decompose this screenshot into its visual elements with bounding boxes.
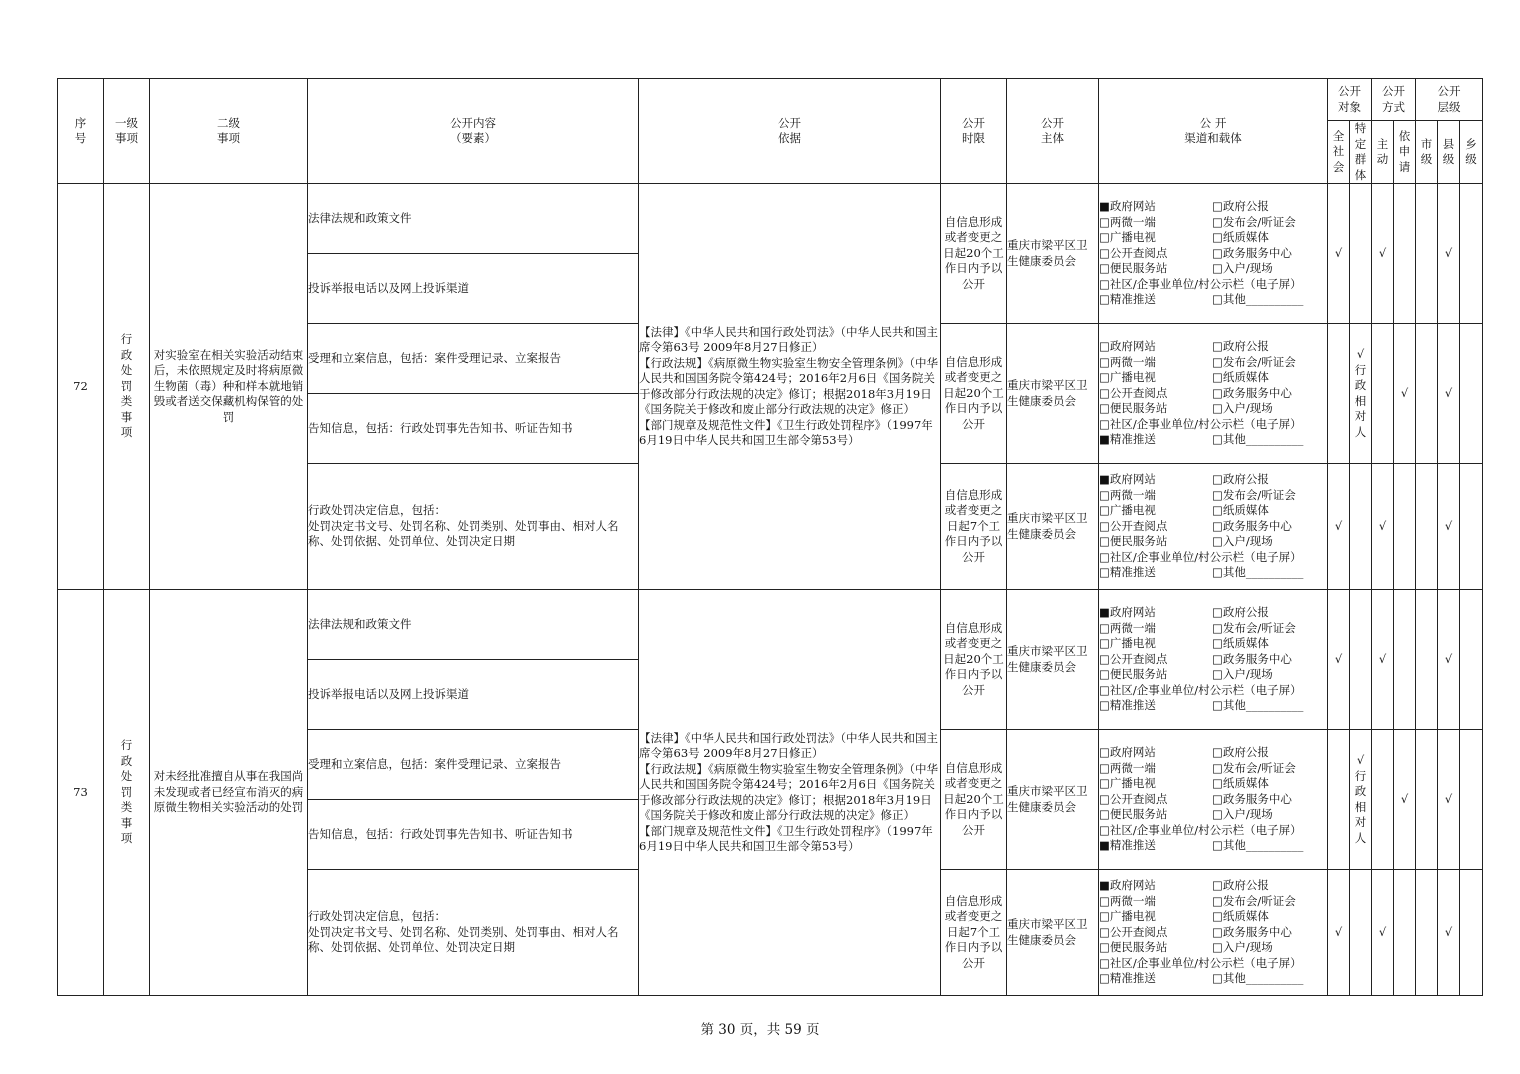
page-number: 第 30 页，共 59 页 (700, 1022, 820, 1038)
channel-option: □其他__________ (1212, 838, 1304, 853)
channel-option: □入户/现场 (1212, 667, 1273, 682)
channel-option: □政府公报 (1212, 472, 1269, 487)
channel-option: □公开查阅点 (1099, 385, 1168, 400)
mark-level-town (1460, 870, 1483, 996)
channel-option: □公开查阅点 (1099, 791, 1168, 806)
content-item: 告知信息，包括：行政处罚事先告知书、听证告知书 (308, 800, 639, 870)
vertical-text: 乡 级 (1465, 136, 1477, 166)
channel-option: □两微一端 (1099, 487, 1156, 502)
channel-option: □其他__________ (1212, 432, 1304, 447)
channel-option: □纸质媒体 (1212, 230, 1269, 245)
time-limit: 自信息形成或者变更之日起20个工作日内予以公开 (941, 590, 1007, 730)
channel-option: □入户/现场 (1212, 534, 1273, 549)
disclosure-subject: 重庆市梁平区卫生健康委员会 (1007, 324, 1099, 464)
channel-option: □广播电视 (1099, 909, 1156, 924)
channel-option: □便民服务站 (1099, 807, 1168, 822)
channel-option: □政务服务中心 (1212, 385, 1292, 400)
channel-option: □政务服务中心 (1212, 518, 1292, 533)
time-limit: 自信息形成或者变更之日起7个工作日内予以公开 (941, 464, 1007, 590)
disclosure-subject: 重庆市梁平区卫生健康委员会 (1007, 184, 1099, 324)
channel-option: □纸质媒体 (1212, 636, 1269, 651)
mark-method-apply (1394, 184, 1416, 324)
disclosure-subject: 重庆市梁平区卫生健康委员会 (1007, 730, 1099, 870)
channel-option: □公开查阅点 (1099, 651, 1168, 666)
header-level1: 一级 事项 (104, 79, 150, 184)
mark-level-county: √ (1438, 464, 1460, 590)
mark-method-apply (1394, 464, 1416, 590)
header-seq (58, 79, 104, 184)
channel-option: □纸质媒体 (1212, 776, 1269, 791)
vertical-text: 主 动 (1376, 136, 1389, 166)
channel-option: □其他__________ (1212, 292, 1304, 307)
header-target-all (1328, 121, 1350, 184)
channel-option: □政府公报 (1212, 199, 1269, 214)
channel-option: □便民服务站 (1099, 401, 1168, 416)
channel-list (1099, 464, 1328, 590)
mark-level-town (1460, 730, 1483, 870)
mark-level-county: √ (1438, 870, 1460, 996)
time-limit: 自信息形成或者变更之日起7个工作日内予以公开 (941, 870, 1007, 996)
mark-level-county: √ (1438, 730, 1460, 870)
mark-target-group (1350, 730, 1372, 870)
channel-option: □入户/现场 (1212, 940, 1273, 955)
channel-option: □广播电视 (1099, 776, 1156, 791)
header-method: 公开 方式 (1372, 79, 1416, 121)
mark-method-active: √ (1372, 590, 1394, 730)
channel-option: □入户/现场 (1212, 261, 1273, 276)
vertical-text: √ 行 政 相 对 人 (1354, 347, 1367, 439)
channel-option: □公开查阅点 (1099, 924, 1168, 939)
channel-option: □政府网站 (1099, 745, 1156, 760)
content-item: 受理和立案信息，包括：案件受理记录、立案报告 (308, 324, 639, 394)
channel-option: □其他__________ (1212, 565, 1304, 580)
header-level-city (1416, 121, 1438, 184)
vertical-text: 市 级 (1420, 136, 1433, 166)
section-level2: 对未经批准擅自从事在我国尚未发现或者已经宣布消灭的病原微生物相关实验活动的处罚 (150, 590, 308, 996)
channel-option: □精准推送 (1099, 292, 1156, 307)
mark-target-all (1328, 324, 1350, 464)
mark-level-county: √ (1438, 324, 1460, 464)
content-item: 投诉举报电话以及网上投诉渠道 (308, 660, 639, 730)
header-level-town (1460, 121, 1483, 184)
channel-list (1099, 870, 1328, 996)
content-item: 法律法规和政策文件 (308, 184, 639, 254)
header-method-active (1372, 121, 1394, 184)
channel-option: □社区/企事业单位/村公示栏（电子屏） (1099, 682, 1302, 697)
channel-option: □入户/现场 (1212, 807, 1273, 822)
channel-option: □广播电视 (1099, 230, 1156, 245)
channel-option: □两微一端 (1099, 620, 1156, 635)
disclosure-table (57, 78, 1483, 996)
channel-option: □精准推送 (1099, 698, 1156, 713)
mark-level-county: √ (1438, 590, 1460, 730)
channel-option: □两微一端 (1099, 354, 1156, 369)
vertical-text: 行 政 处 罚 类 事 项 (120, 738, 133, 846)
vertical-text: 依 申 请 (1398, 128, 1411, 174)
mark-level-city (1416, 184, 1438, 324)
mark-level-city (1416, 730, 1438, 870)
content-item: 行政处罚决定信息，包括： 处罚决定书文号、处罚名称、处罚类别、处罚事由、相对人名称、处罚依据、处罚单位、处罚决定日期 (308, 464, 639, 590)
time-limit: 自信息形成或者变更之日起20个工作日内予以公开 (941, 324, 1007, 464)
channel-list (1099, 730, 1328, 870)
channel-option: □公开查阅点 (1099, 245, 1168, 260)
header-content: 公开内容 （要素） (308, 79, 639, 184)
channel-option: □两微一端 (1099, 760, 1156, 775)
channel-option: □社区/企事业单位/村公示栏（电子屏） (1099, 276, 1302, 291)
channel-option: □政府公报 (1212, 878, 1269, 893)
vertical-text: 行 政 处 罚 类 事 项 (120, 332, 133, 440)
channel-option: □便民服务站 (1099, 940, 1168, 955)
mark-method-active: √ (1372, 184, 1394, 324)
channel-option: ■精准推送 (1099, 838, 1156, 853)
channel-option: □入户/现场 (1212, 401, 1273, 416)
section-level2: 对实验室在相关实验活动结束后，未依照规定及时将病原微生物菌（毒）种和样本就地销毁或者送交保藏机构保管的处罚 (150, 184, 308, 590)
channel-option: ■政府网站 (1099, 472, 1156, 487)
channel-option: □纸质媒体 (1212, 370, 1269, 385)
channel-list (1099, 324, 1328, 464)
channel-option: □便民服务站 (1099, 534, 1168, 549)
header-level-county (1438, 121, 1460, 184)
mark-target-all (1328, 730, 1350, 870)
content-item: 投诉举报电话以及网上投诉渠道 (308, 254, 639, 324)
vertical-text: 特 定 群 体 (1354, 121, 1367, 182)
channel-option: □政务服务中心 (1212, 245, 1292, 260)
channel-option: ■政府网站 (1099, 605, 1156, 620)
channel-list (1099, 590, 1328, 730)
header-channel: 公 开 渠道和载体 (1099, 79, 1328, 184)
channel-list (1099, 184, 1328, 324)
mark-target-all: √ (1328, 590, 1350, 730)
channel-option: □发布会/听证会 (1212, 214, 1296, 229)
header-basis: 公开 依据 (639, 79, 941, 184)
channel-option: ■政府网站 (1099, 878, 1156, 893)
channel-option: ■政府网站 (1099, 199, 1156, 214)
content-item: 告知信息，包括：行政处罚事先告知书、听证告知书 (308, 394, 639, 464)
header-time-limit: 公开 时限 (941, 79, 1007, 184)
section-basis: 【法律】《中华人民共和国行政处罚法》（中华人民共和国主席令第63号 2009年8月27日修正） 【行政法规】《病原微生物实验室生物安全管理条例》（中华人民共和国国务院令第424号；2016年2月6日《国务院关于修改部分行政法规的决定》修订；根据2018年3月19日《国务院关于修改和废止部分行政法规的决定》修正） 【部门规章及规范性文件】《卫生行政处罚程序》（1997年6月19日中华人民共和国卫生部令第53号） (639, 184, 941, 590)
section-seq: 73 (58, 590, 104, 996)
mark-method-active (1372, 324, 1394, 464)
channel-option: □社区/企事业单位/村公示栏（电子屏） (1099, 822, 1302, 837)
mark-target-group (1350, 324, 1372, 464)
channel-option: □政府公报 (1212, 339, 1269, 354)
mark-level-town (1460, 590, 1483, 730)
header-level: 公开 层级 (1416, 79, 1483, 121)
channel-option: □便民服务站 (1099, 667, 1168, 682)
header-target-group (1350, 121, 1372, 184)
channel-option: □精准推送 (1099, 971, 1156, 986)
channel-option: □其他__________ (1212, 698, 1304, 713)
mark-level-town (1460, 324, 1483, 464)
channel-option: □政府网站 (1099, 339, 1156, 354)
channel-option: □精准推送 (1099, 565, 1156, 580)
mark-target-all: √ (1328, 870, 1350, 996)
channel-option: □政务服务中心 (1212, 924, 1292, 939)
channel-option: □纸质媒体 (1212, 909, 1269, 924)
vertical-text: 县 级 (1442, 136, 1455, 166)
mark-level-city (1416, 464, 1438, 590)
channel-option: □社区/企事业单位/村公示栏（电子屏） (1099, 955, 1302, 970)
channel-option: □广播电视 (1099, 370, 1156, 385)
header-subject: 公开 主体 (1007, 79, 1099, 184)
section-level1 (104, 590, 150, 996)
channel-option: □发布会/听证会 (1212, 760, 1296, 775)
mark-level-county: √ (1438, 184, 1460, 324)
channel-option: □纸质媒体 (1212, 503, 1269, 518)
channel-option: □政府公报 (1212, 745, 1269, 760)
disclosure-subject: 重庆市梁平区卫生健康委员会 (1007, 590, 1099, 730)
content-item: 受理和立案信息，包括：案件受理记录、立案报告 (308, 730, 639, 800)
mark-target-group (1350, 870, 1372, 996)
channel-option: □两微一端 (1099, 214, 1156, 229)
channel-option: ■精准推送 (1099, 432, 1156, 447)
vertical-text: √ 行 政 相 对 人 (1354, 753, 1367, 845)
mark-method-active: √ (1372, 464, 1394, 590)
vertical-text: 序 号 (74, 115, 87, 145)
mark-level-city (1416, 870, 1438, 996)
channel-option: □广播电视 (1099, 636, 1156, 651)
header-level2: 二级 事项 (150, 79, 308, 184)
disclosure-subject: 重庆市梁平区卫生健康委员会 (1007, 870, 1099, 996)
channel-option: □发布会/听证会 (1212, 354, 1296, 369)
channel-option: □社区/企事业单位/村公示栏（电子屏） (1099, 416, 1302, 431)
channel-option: □公开查阅点 (1099, 518, 1168, 533)
mark-method-apply: √ (1394, 324, 1416, 464)
mark-target-group (1350, 464, 1372, 590)
channel-option: □发布会/听证会 (1212, 620, 1296, 635)
mark-method-active (1372, 730, 1394, 870)
channel-option: □发布会/听证会 (1212, 893, 1296, 908)
mark-method-apply (1394, 870, 1416, 996)
channel-option: □政府公报 (1212, 605, 1269, 620)
mark-method-active: √ (1372, 870, 1394, 996)
time-limit: 自信息形成或者变更之日起20个工作日内予以公开 (941, 184, 1007, 324)
channel-option: □广播电视 (1099, 503, 1156, 518)
mark-method-apply: √ (1394, 730, 1416, 870)
disclosure-subject: 重庆市梁平区卫生健康委员会 (1007, 464, 1099, 590)
content-item: 法律法规和政策文件 (308, 590, 639, 660)
mark-level-city (1416, 590, 1438, 730)
section-basis: 【法律】《中华人民共和国行政处罚法》（中华人民共和国主席令第63号 2009年8月27日修正） 【行政法规】《病原微生物实验室生物安全管理条例》（中华人民共和国国务院令第424号；2016年2月6日《国务院关于修改部分行政法规的决定》修订；根据2018年3月19日《国务院关于修改和废止部分行政法规的决定》修正） 【部门规章及规范性文件】《卫生行政处罚程序》（1997年6月19日中华人民共和国卫生部令第53号） (639, 590, 941, 996)
channel-option: □社区/企事业单位/村公示栏（电子屏） (1099, 549, 1302, 564)
header-target: 公开 对象 (1328, 79, 1372, 121)
channel-option: □政务服务中心 (1212, 651, 1292, 666)
mark-target-group (1350, 590, 1372, 730)
mark-target-all: √ (1328, 184, 1350, 324)
header-method-apply (1394, 121, 1416, 184)
channel-option: □发布会/听证会 (1212, 487, 1296, 502)
content-item: 行政处罚决定信息，包括： 处罚决定书文号、处罚名称、处罚类别、处罚事由、相对人名称、处罚依据、处罚单位、处罚决定日期 (308, 870, 639, 996)
time-limit: 自信息形成或者变更之日起20个工作日内予以公开 (941, 730, 1007, 870)
mark-target-group (1350, 184, 1372, 324)
channel-option: □政务服务中心 (1212, 791, 1292, 806)
mark-method-apply (1394, 590, 1416, 730)
channel-option: □其他__________ (1212, 971, 1304, 986)
mark-level-city (1416, 324, 1438, 464)
mark-level-town (1460, 184, 1483, 324)
section-level1 (104, 184, 150, 590)
section-seq: 72 (58, 184, 104, 590)
channel-option: □两微一端 (1099, 893, 1156, 908)
mark-target-all: √ (1328, 464, 1350, 590)
mark-level-town (1460, 464, 1483, 590)
channel-option: □便民服务站 (1099, 261, 1168, 276)
vertical-text: 全 社 会 (1332, 128, 1345, 174)
